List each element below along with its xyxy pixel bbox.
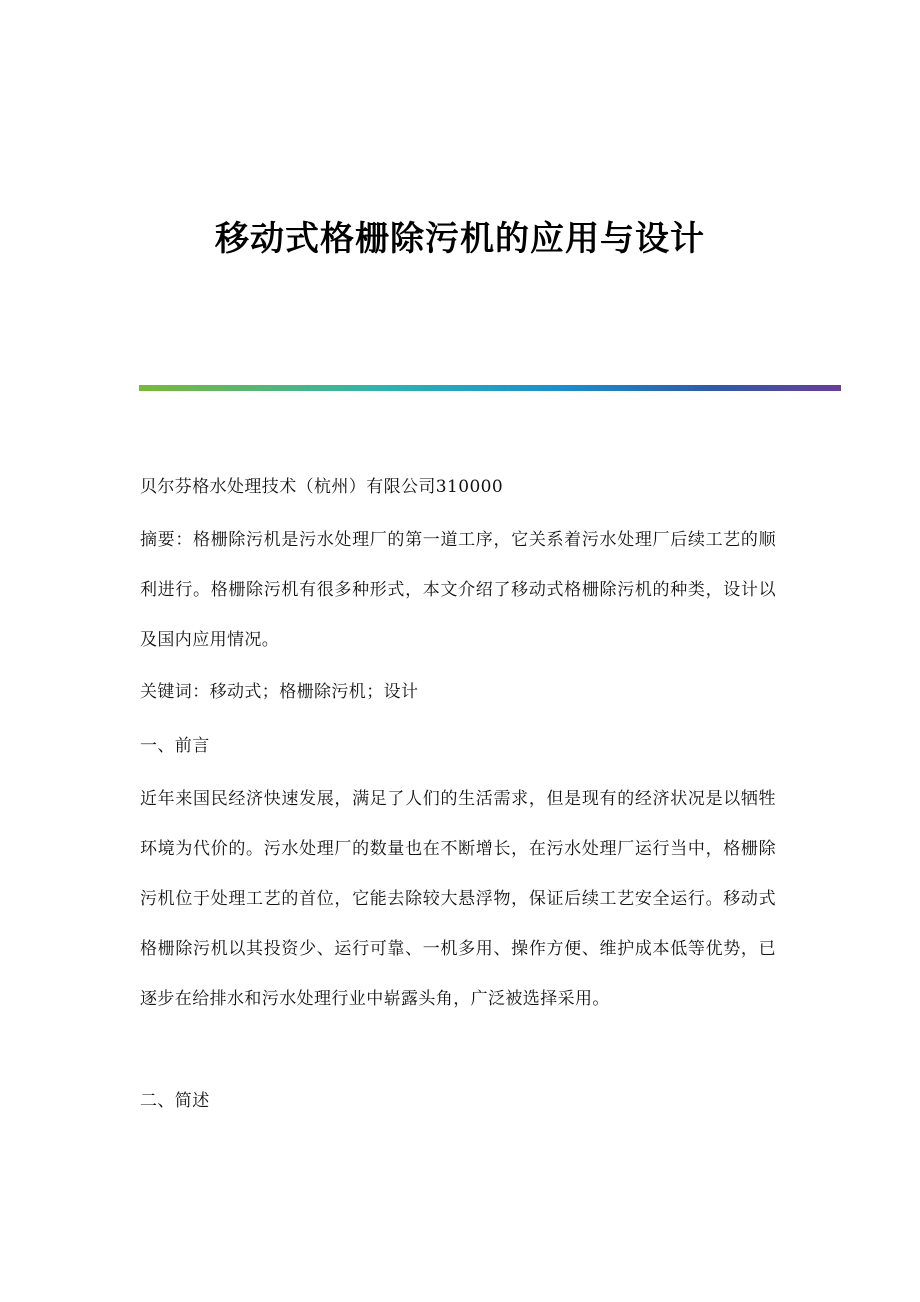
section-heading-overview: 二、简述 (140, 1091, 210, 1111)
preface-paragraph: 近年来国民经济快速发展，满足了人们的生活需求，但是现有的经济状况是以牺牲环境为代价的。污水处理厂的数量也在不断增长，在污水处理厂运行当中，格栅除污机位于处理工艺的首位，它能去除较大悬浮物，保证后续工艺安全运行。移动式格栅除污机以其投资少、运行可靠、一机多用、操作方便、维护成本低等优势，已逐步在给排水和污水处理行业中崭露头角，广泛被选择采用。 (140, 789, 776, 1009)
abstract-paragraph: 摘要：格栅除污机是污水处理厂的第一道工序，它关系着污水处理厂后续工艺的顺利进行。格栅除污机有很多种形式，本文介绍了移动式格栅除污机的种类，设计以及国内应用情况。 (140, 530, 776, 650)
keywords-line: 关键词：移动式；格栅除污机；设计 (140, 682, 419, 702)
affiliation-line: 贝尔芬格水处理技术（杭州）有限公司310000 (140, 477, 504, 497)
gradient-divider (139, 385, 841, 391)
section-heading-preface: 一、前言 (140, 736, 210, 756)
document-title: 移动式格栅除污机的应用与设计 (215, 219, 705, 259)
